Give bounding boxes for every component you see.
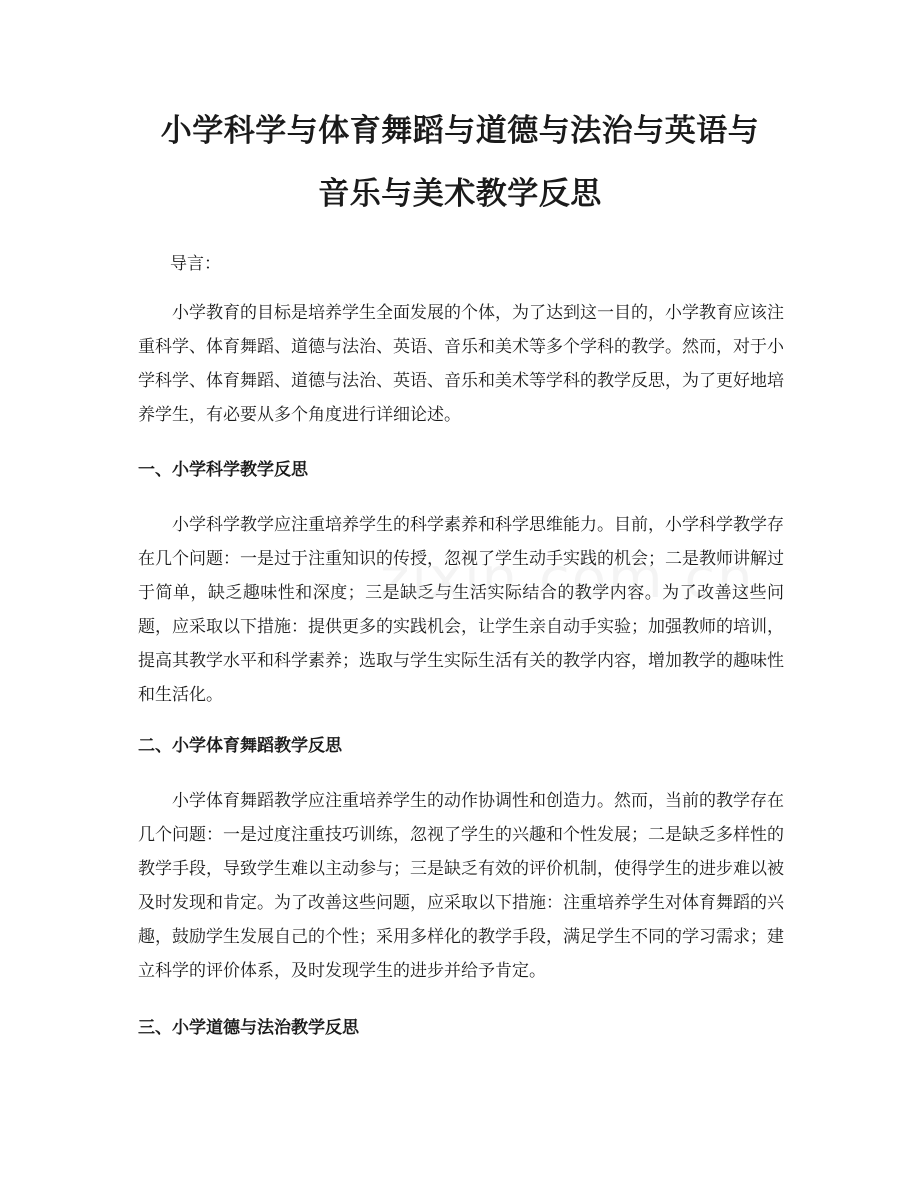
section-heading-moral-law: 三、小学道德与法治教学反思 xyxy=(138,1018,359,1038)
document-title-line-2: 音乐与美术教学反思 xyxy=(318,176,602,212)
document-title-line-1: 小学科学与体育舞蹈与道德与法治与英语与 xyxy=(160,113,760,149)
section-heading-science: 一、小学科学教学反思 xyxy=(138,460,308,480)
section-paragraph-pe-dance: 小学体育舞蹈教学应注重培养学生的动作协调性和创造力。然而，当前的教学存在几个问题：一是过度注重技巧训练，忽视了学生的兴趣和个性发展；二是缺乏多样性的教学手段，导致学生难以主动参与；三是缺乏有效的评价机制，使得学生的进步难以被及时发现和肯定。为了改善这些问题，应采取以下措施：注重培养学生对体育舞蹈的兴趣，鼓励学生发展自己的个性；采用多样化的教学手段，满足学生不同的学习需求；建立科学的评价体系，及时发现学生的进步并给予肯定。 xyxy=(138,791,784,981)
section-paragraph-science: 小学科学教学应注重培养学生的科学素养和科学思维能力。目前，小学科学教学存在几个问题：一是过于注重知识的传授，忽视了学生动手实践的机会；二是教师讲解过于简单，缺乏趣味性和深度；三是缺乏与生活实际结合的教学内容。为了改善这些问题，应采取以下措施：提供更多的实践机会，让学生亲自动手实验；加强教师的培训，提高其教学水平和科学素养；选取与学生实际生活有关的教学内容，增加教学的趣味性和生活化。 xyxy=(138,515,784,705)
intro-label: 导言： xyxy=(170,254,221,274)
intro-paragraph: 小学教育的目标是培养学生全面发展的个体，为了达到这一目的，小学教育应该注重科学、体育舞蹈、道德与法治、英语、音乐和美术等多个学科的教学。然而，对于小学科学、体育舞蹈、道德与法治、英语、音乐和美术等学科的教学反思，为了更好地培养学生，有必要从多个角度进行详细论述。 xyxy=(138,303,784,425)
section-heading-pe-dance: 二、小学体育舞蹈教学反思 xyxy=(138,736,342,756)
